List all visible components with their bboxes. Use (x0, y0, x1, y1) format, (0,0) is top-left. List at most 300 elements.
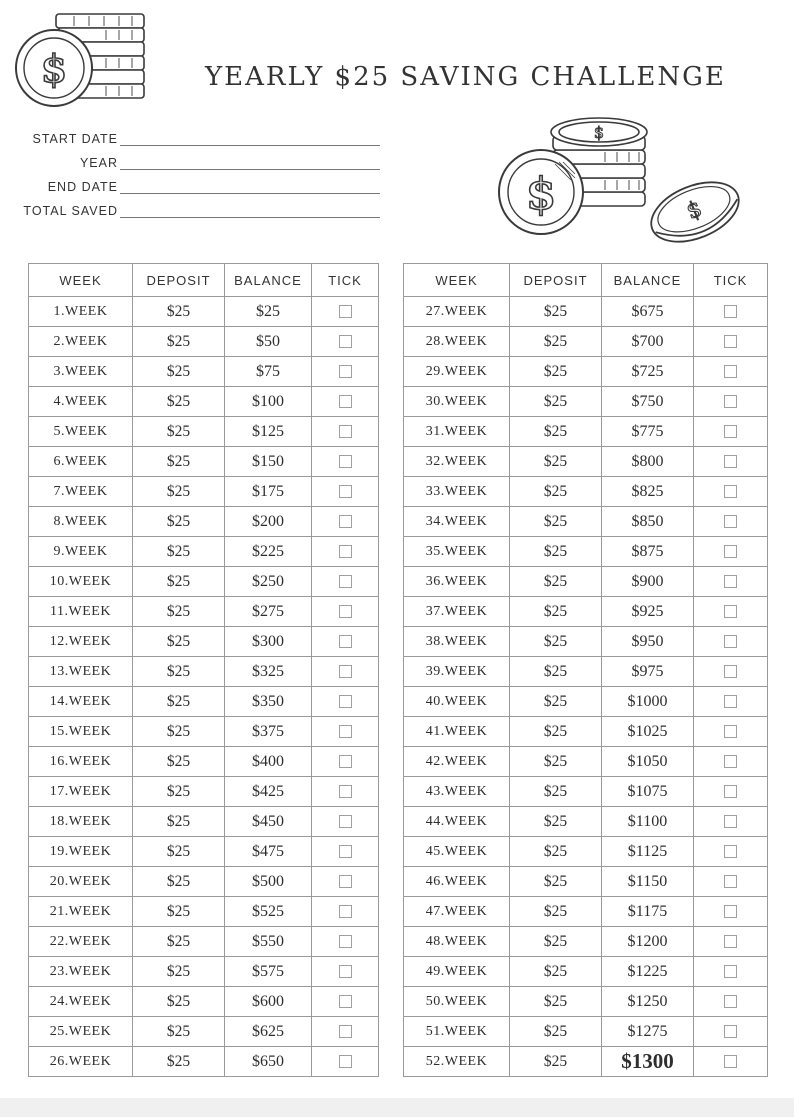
tick-checkbox[interactable] (339, 515, 352, 528)
tick-cell[interactable] (312, 477, 379, 507)
deposit-cell: $25 (510, 537, 602, 567)
tick-cell[interactable] (694, 627, 768, 657)
tick-cell[interactable] (312, 627, 379, 657)
deposit-cell: $25 (510, 1047, 602, 1077)
table-row (404, 687, 768, 717)
tick-checkbox[interactable] (724, 1025, 737, 1038)
week-cell: 43.WEEK (404, 777, 510, 807)
balance-cell: $1150 (602, 867, 694, 897)
tick-cell[interactable] (694, 987, 768, 1017)
balance-cell: $125 (225, 417, 312, 447)
tick-checkbox[interactable] (339, 815, 352, 828)
deposit-cell: $25 (510, 297, 602, 327)
table-row (29, 867, 379, 897)
balance-cell: $1000 (602, 687, 694, 717)
balance-cell: $25 (225, 297, 312, 327)
tick-checkbox[interactable] (724, 485, 737, 498)
week-cell: 31.WEEK (404, 417, 510, 447)
tick-checkbox[interactable] (339, 485, 352, 498)
week-cell: 32.WEEK (404, 447, 510, 477)
tick-cell[interactable] (694, 327, 768, 357)
tick-checkbox[interactable] (724, 695, 737, 708)
balance-cell: $675 (602, 297, 694, 327)
balance-cell: $250 (225, 567, 312, 597)
table-header-row (29, 264, 379, 297)
deposit-cell: $25 (133, 747, 225, 777)
tick-checkbox[interactable] (724, 635, 737, 648)
tick-checkbox[interactable] (339, 335, 352, 348)
tick-cell[interactable] (312, 987, 379, 1017)
tick-cell[interactable] (312, 1017, 379, 1047)
tick-cell[interactable] (694, 927, 768, 957)
tick-checkbox[interactable] (724, 1055, 737, 1068)
deposit-cell: $25 (510, 507, 602, 537)
balance-cell: $925 (602, 597, 694, 627)
tick-checkbox[interactable] (339, 425, 352, 438)
tick-cell[interactable] (312, 357, 379, 387)
tick-cell[interactable] (312, 387, 379, 417)
week-cell: 1.WEEK (29, 297, 133, 327)
tick-cell[interactable] (312, 297, 379, 327)
year-field[interactable] (18, 146, 380, 170)
balance-cell: $1075 (602, 777, 694, 807)
year-label: YEAR (79, 156, 118, 170)
balance-cell: $75 (225, 357, 312, 387)
tick-checkbox[interactable] (339, 455, 352, 468)
deposit-cell: $25 (133, 717, 225, 747)
table-row (404, 867, 768, 897)
balance-cell: $1125 (602, 837, 694, 867)
svg-text:$: $ (683, 196, 706, 225)
table-row (29, 387, 379, 417)
tick-cell[interactable] (694, 747, 768, 777)
deposit-cell: $25 (510, 717, 602, 747)
balance-cell: $600 (225, 987, 312, 1017)
deposit-cell: $25 (133, 777, 225, 807)
deposit-cell: $25 (133, 447, 225, 477)
balance-cell: $900 (602, 567, 694, 597)
deposit-cell: $25 (133, 807, 225, 837)
table-row (404, 807, 768, 837)
table-row (29, 897, 379, 927)
tick-checkbox[interactable] (339, 935, 352, 948)
table-row (29, 657, 379, 687)
tick-checkbox[interactable] (339, 635, 352, 648)
table-row (29, 567, 379, 597)
deposit-cell: $25 (133, 837, 225, 867)
week-cell: 29.WEEK (404, 357, 510, 387)
tick-cell[interactable] (694, 897, 768, 927)
tick-cell[interactable] (312, 957, 379, 987)
deposit-cell: $25 (510, 477, 602, 507)
week-cell: 37.WEEK (404, 597, 510, 627)
table-row (404, 417, 768, 447)
table-row (404, 327, 768, 357)
tick-checkbox[interactable] (724, 395, 737, 408)
deposit-cell: $25 (510, 627, 602, 657)
savings-table-left (28, 263, 379, 1077)
tick-cell[interactable] (694, 657, 768, 687)
start-date-label: START DATE (32, 132, 118, 146)
tick-checkbox[interactable] (724, 935, 737, 948)
savings-table-right (403, 263, 768, 1077)
balance-cell: $150 (225, 447, 312, 477)
table-row (404, 657, 768, 687)
col-deposit-header: DEPOSIT (133, 264, 225, 297)
deposit-cell: $25 (133, 957, 225, 987)
table-row (404, 837, 768, 867)
deposit-cell: $25 (133, 987, 225, 1017)
week-cell: 12.WEEK (29, 627, 133, 657)
deposit-cell: $25 (133, 327, 225, 357)
deposit-cell: $25 (510, 987, 602, 1017)
table-row (29, 957, 379, 987)
deposit-cell: $25 (510, 387, 602, 417)
tick-checkbox[interactable] (339, 875, 352, 888)
week-cell: 13.WEEK (29, 657, 133, 687)
tick-cell[interactable] (694, 957, 768, 987)
table-row (404, 717, 768, 747)
week-cell: 45.WEEK (404, 837, 510, 867)
col-tick-header: TICK (694, 264, 768, 297)
table-row (29, 747, 379, 777)
table-row (404, 387, 768, 417)
table-row (29, 297, 379, 327)
tick-checkbox[interactable] (724, 305, 737, 318)
tick-checkbox[interactable] (724, 665, 737, 678)
tick-checkbox[interactable] (724, 965, 737, 978)
year-line[interactable] (120, 153, 380, 170)
table-row (404, 957, 768, 987)
deposit-cell: $25 (133, 417, 225, 447)
tick-checkbox[interactable] (724, 785, 737, 798)
total-saved-label: TOTAL SAVED (23, 204, 118, 218)
svg-text:$: $ (40, 46, 68, 91)
week-cell: 17.WEEK (29, 777, 133, 807)
tick-checkbox[interactable] (724, 815, 737, 828)
deposit-cell: $25 (510, 927, 602, 957)
end-date-field[interactable] (18, 170, 380, 194)
tick-checkbox[interactable] (339, 785, 352, 798)
coin-stack-icon (14, 10, 149, 110)
week-cell: 28.WEEK (404, 327, 510, 357)
week-cell: 26.WEEK (29, 1047, 133, 1077)
tick-cell[interactable] (312, 1047, 379, 1077)
balance-cell: $550 (225, 927, 312, 957)
table-row (29, 477, 379, 507)
tick-checkbox[interactable] (339, 545, 352, 558)
col-deposit-header: DEPOSIT (510, 264, 602, 297)
tick-cell[interactable] (312, 597, 379, 627)
table-row (29, 357, 379, 387)
week-cell: 50.WEEK (404, 987, 510, 1017)
week-cell: 49.WEEK (404, 957, 510, 987)
week-cell: 10.WEEK (29, 567, 133, 597)
tick-cell[interactable] (312, 807, 379, 837)
week-cell: 44.WEEK (404, 807, 510, 837)
deposit-cell: $25 (510, 897, 602, 927)
week-cell: 16.WEEK (29, 747, 133, 777)
tick-checkbox[interactable] (724, 755, 737, 768)
week-cell: 40.WEEK (404, 687, 510, 717)
table-row (29, 807, 379, 837)
week-cell: 24.WEEK (29, 987, 133, 1017)
tick-checkbox[interactable] (724, 545, 737, 558)
deposit-cell: $25 (133, 357, 225, 387)
total-saved-field[interactable] (18, 194, 380, 218)
tick-checkbox[interactable] (724, 575, 737, 588)
balance-cell: $50 (225, 327, 312, 357)
deposit-cell: $25 (510, 357, 602, 387)
week-cell: 20.WEEK (29, 867, 133, 897)
tick-cell[interactable] (694, 477, 768, 507)
tick-cell[interactable] (312, 867, 379, 897)
tick-cell[interactable] (694, 1017, 768, 1047)
tick-checkbox[interactable] (339, 845, 352, 858)
deposit-cell: $25 (510, 867, 602, 897)
table-row (29, 537, 379, 567)
deposit-cell: $25 (510, 567, 602, 597)
table-row (404, 447, 768, 477)
balance-cell: $850 (602, 507, 694, 537)
week-cell: 11.WEEK (29, 597, 133, 627)
deposit-cell: $25 (510, 777, 602, 807)
deposit-cell: $25 (133, 657, 225, 687)
tick-cell[interactable] (694, 777, 768, 807)
tick-checkbox[interactable] (724, 455, 737, 468)
week-cell: 22.WEEK (29, 927, 133, 957)
tick-checkbox[interactable] (339, 305, 352, 318)
balance-cell: $1175 (602, 897, 694, 927)
tick-cell[interactable] (694, 537, 768, 567)
week-cell: 7.WEEK (29, 477, 133, 507)
tick-cell[interactable] (694, 507, 768, 537)
deposit-cell: $25 (510, 417, 602, 447)
week-cell: 52.WEEK (404, 1047, 510, 1077)
tick-cell[interactable] (312, 927, 379, 957)
tick-cell[interactable] (312, 417, 379, 447)
week-cell: 33.WEEK (404, 477, 510, 507)
svg-text:$: $ (525, 169, 557, 220)
tick-checkbox[interactable] (339, 905, 352, 918)
tick-cell[interactable] (312, 447, 379, 477)
week-cell: 39.WEEK (404, 657, 510, 687)
week-cell: 15.WEEK (29, 717, 133, 747)
tick-cell[interactable] (312, 537, 379, 567)
total-saved-line[interactable] (120, 201, 380, 218)
table-row (404, 627, 768, 657)
table-row (404, 357, 768, 387)
page-bottom-band (0, 1098, 794, 1117)
balance-cell: $975 (602, 657, 694, 687)
balance-cell: $1025 (602, 717, 694, 747)
deposit-cell: $25 (133, 507, 225, 537)
week-cell: 25.WEEK (29, 1017, 133, 1047)
week-cell: 3.WEEK (29, 357, 133, 387)
tick-cell[interactable] (312, 507, 379, 537)
table-row (29, 327, 379, 357)
tick-cell[interactable] (694, 297, 768, 327)
deposit-cell: $25 (133, 867, 225, 897)
balance-cell: $700 (602, 327, 694, 357)
tick-cell[interactable] (694, 387, 768, 417)
tick-checkbox[interactable] (724, 725, 737, 738)
svg-text:$: $ (593, 123, 605, 142)
balance-cell: $375 (225, 717, 312, 747)
tick-checkbox[interactable] (339, 995, 352, 1008)
table-row (404, 297, 768, 327)
tick-checkbox[interactable] (724, 515, 737, 528)
balance-cell: $875 (602, 537, 694, 567)
start-date-field[interactable] (18, 122, 380, 146)
tick-cell[interactable] (312, 777, 379, 807)
table-row (404, 1047, 768, 1077)
coin-stack-icon (495, 112, 750, 254)
week-cell: 30.WEEK (404, 387, 510, 417)
week-cell: 27.WEEK (404, 297, 510, 327)
deposit-cell: $25 (133, 297, 225, 327)
tick-checkbox[interactable] (724, 905, 737, 918)
table-row (29, 687, 379, 717)
balance-cell: $625 (225, 1017, 312, 1047)
tick-checkbox[interactable] (339, 1025, 352, 1038)
balance-cell: $300 (225, 627, 312, 657)
week-cell: 34.WEEK (404, 507, 510, 537)
balance-cell: $325 (225, 657, 312, 687)
tick-cell[interactable] (694, 867, 768, 897)
week-cell: 51.WEEK (404, 1017, 510, 1047)
tick-cell[interactable] (694, 807, 768, 837)
table-row (29, 627, 379, 657)
deposit-cell: $25 (510, 957, 602, 987)
table-row (404, 987, 768, 1017)
end-date-line[interactable] (120, 177, 380, 194)
deposit-cell: $25 (133, 897, 225, 927)
table-row (29, 597, 379, 627)
tick-cell[interactable] (694, 687, 768, 717)
tick-cell[interactable] (694, 567, 768, 597)
info-section (18, 122, 380, 218)
week-cell: 18.WEEK (29, 807, 133, 837)
week-cell: 6.WEEK (29, 447, 133, 477)
tick-cell[interactable] (694, 597, 768, 627)
week-cell: 35.WEEK (404, 537, 510, 567)
week-cell: 2.WEEK (29, 327, 133, 357)
col-week-header: WEEK (29, 264, 133, 297)
table-row (29, 777, 379, 807)
tick-cell[interactable] (312, 897, 379, 927)
tick-checkbox[interactable] (339, 1055, 352, 1068)
tick-checkbox[interactable] (339, 605, 352, 618)
table-row (404, 927, 768, 957)
balance-cell: $1250 (602, 987, 694, 1017)
week-cell: 14.WEEK (29, 687, 133, 717)
tick-cell[interactable] (312, 837, 379, 867)
balance-cell: $275 (225, 597, 312, 627)
tick-checkbox[interactable] (724, 995, 737, 1008)
week-cell: 9.WEEK (29, 537, 133, 567)
tick-cell[interactable] (312, 327, 379, 357)
table-row (404, 777, 768, 807)
table-row (404, 897, 768, 927)
balance-cell: $350 (225, 687, 312, 717)
tick-cell[interactable] (312, 687, 379, 717)
table-row (404, 747, 768, 777)
table-row (29, 927, 379, 957)
deposit-cell: $25 (510, 837, 602, 867)
week-cell: 23.WEEK (29, 957, 133, 987)
tick-checkbox[interactable] (339, 575, 352, 588)
deposit-cell: $25 (133, 1017, 225, 1047)
tick-checkbox[interactable] (339, 725, 352, 738)
table-row (404, 507, 768, 537)
tick-checkbox[interactable] (724, 425, 737, 438)
balance-cell: $450 (225, 807, 312, 837)
tick-checkbox[interactable] (724, 845, 737, 858)
tick-cell[interactable] (312, 567, 379, 597)
table-header-row (404, 264, 768, 297)
tick-checkbox[interactable] (339, 755, 352, 768)
week-cell: 41.WEEK (404, 717, 510, 747)
tick-cell[interactable] (694, 1047, 768, 1077)
week-cell: 19.WEEK (29, 837, 133, 867)
balance-cell: $100 (225, 387, 312, 417)
tick-cell[interactable] (694, 717, 768, 747)
deposit-cell: $25 (133, 477, 225, 507)
tick-checkbox[interactable] (339, 365, 352, 378)
tick-checkbox[interactable] (339, 965, 352, 978)
balance-cell: $950 (602, 627, 694, 657)
tick-cell[interactable] (312, 747, 379, 777)
balance-cell: $1275 (602, 1017, 694, 1047)
deposit-cell: $25 (133, 537, 225, 567)
table-row (404, 477, 768, 507)
table-row (29, 837, 379, 867)
week-cell: 4.WEEK (29, 387, 133, 417)
tick-cell[interactable] (694, 447, 768, 477)
balance-cell: $525 (225, 897, 312, 927)
deposit-cell: $25 (133, 927, 225, 957)
balance-cell: $1100 (602, 807, 694, 837)
table-row (29, 1017, 379, 1047)
tick-checkbox[interactable] (724, 605, 737, 618)
balance-cell: $425 (225, 777, 312, 807)
tick-checkbox[interactable] (339, 395, 352, 408)
tick-checkbox[interactable] (724, 335, 737, 348)
tick-cell[interactable] (694, 357, 768, 387)
tick-checkbox[interactable] (339, 695, 352, 708)
tick-cell[interactable] (694, 417, 768, 447)
table-row (404, 597, 768, 627)
table-row (29, 447, 379, 477)
deposit-cell: $25 (133, 387, 225, 417)
tick-checkbox[interactable] (724, 875, 737, 888)
deposit-cell: $25 (133, 687, 225, 717)
tick-checkbox[interactable] (724, 365, 737, 378)
tick-cell[interactable] (312, 657, 379, 687)
balance-cell: $475 (225, 837, 312, 867)
deposit-cell: $25 (510, 657, 602, 687)
balance-cell: $1225 (602, 957, 694, 987)
week-cell: 36.WEEK (404, 567, 510, 597)
tick-cell[interactable] (312, 717, 379, 747)
col-balance-header: BALANCE (225, 264, 312, 297)
balance-cell: $725 (602, 357, 694, 387)
tick-cell[interactable] (694, 837, 768, 867)
tick-checkbox[interactable] (339, 665, 352, 678)
start-date-line[interactable] (120, 129, 380, 146)
deposit-cell: $25 (510, 747, 602, 777)
